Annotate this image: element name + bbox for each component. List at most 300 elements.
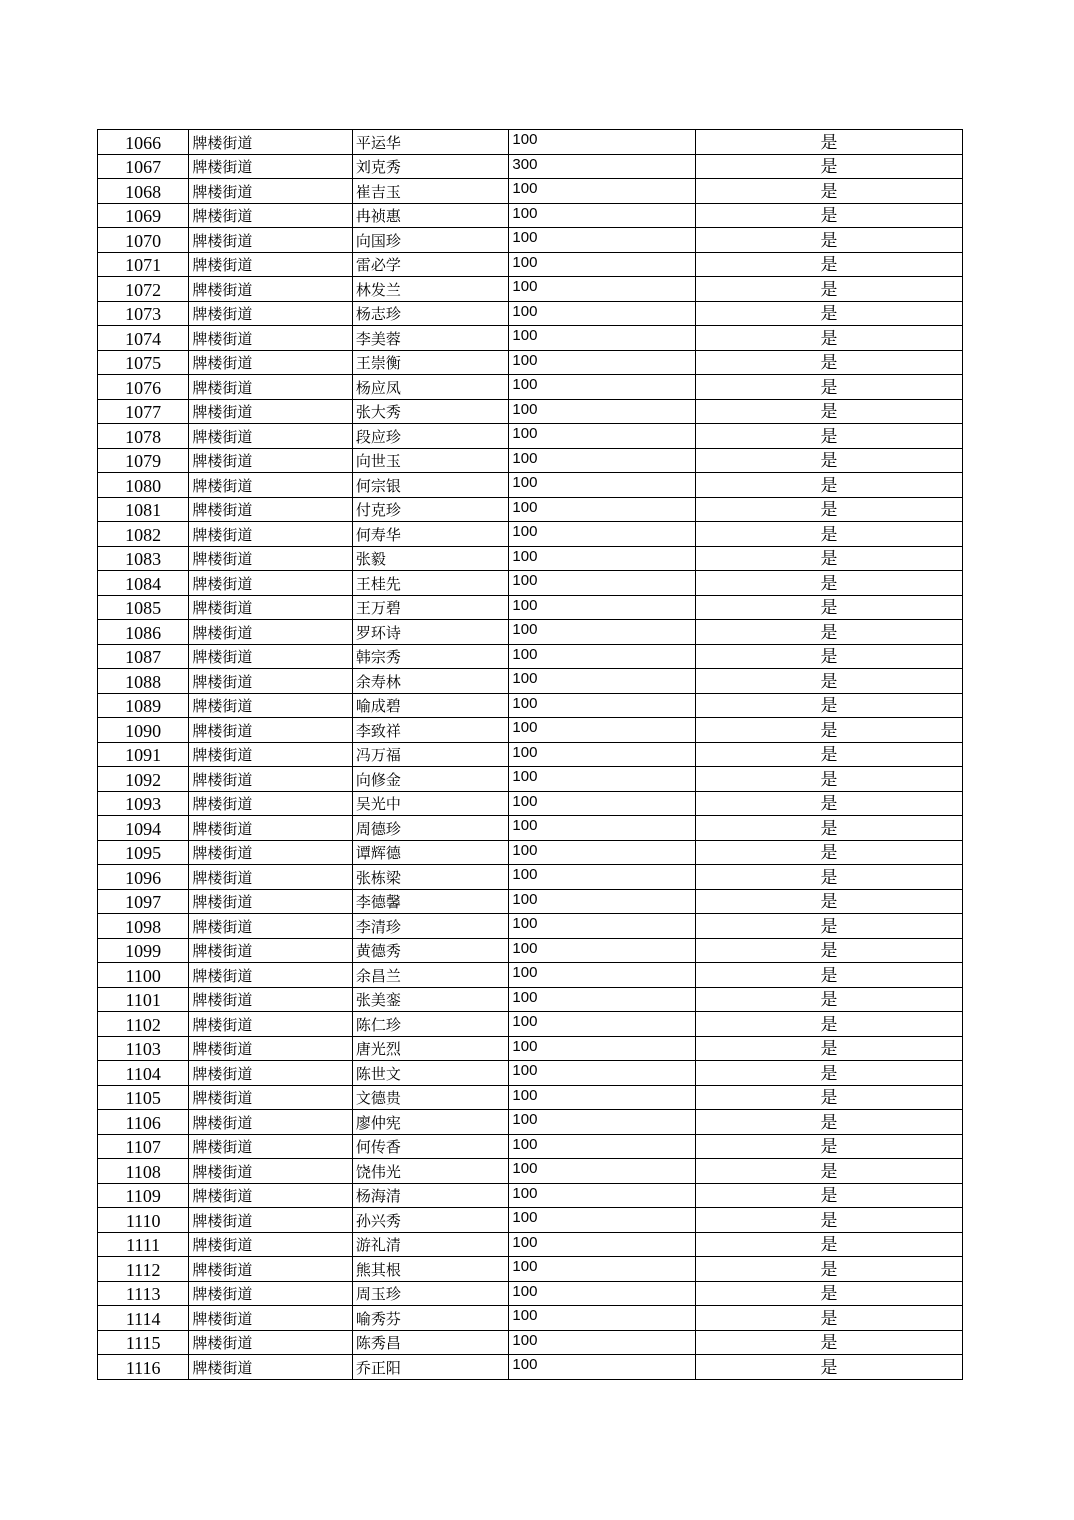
amount-cell: 100 [509,914,696,939]
table-row [98,742,963,767]
table-row [98,767,963,792]
flag-cell: 是 [696,963,963,988]
flag-cell: 是 [696,1159,963,1184]
table-body [98,130,963,1380]
name-cell: 乔正阳 [352,1355,509,1380]
row-number-cell: 1078 [98,424,189,449]
row-number-cell: 1084 [98,571,189,596]
amount-cell: 100 [509,644,696,669]
street-cell: 牌楼街道 [189,301,353,326]
table-row [98,987,963,1012]
table-row [98,301,963,326]
flag-cell: 是 [696,1330,963,1355]
street-cell: 牌楼街道 [189,375,353,400]
table-row [98,473,963,498]
flag-cell: 是 [696,522,963,547]
flag-cell: 是 [696,399,963,424]
street-cell: 牌楼街道 [189,1183,353,1208]
flag-cell: 是 [696,473,963,498]
table-row [98,1257,963,1282]
street-cell: 牌楼街道 [189,1012,353,1037]
flag-cell: 是 [696,1036,963,1061]
row-number-cell: 1067 [98,154,189,179]
table-row [98,1159,963,1184]
name-cell: 喻成碧 [352,693,509,718]
amount-cell: 100 [509,1355,696,1380]
table-row [98,350,963,375]
street-cell: 牌楼街道 [189,546,353,571]
street-cell: 牌楼街道 [189,424,353,449]
name-cell: 何宗银 [352,473,509,498]
name-cell: 游礼清 [352,1232,509,1257]
name-cell: 雷必学 [352,252,509,277]
name-cell: 张毅 [352,546,509,571]
row-number-cell: 1090 [98,718,189,743]
name-cell: 孙兴秀 [352,1208,509,1233]
table-row [98,424,963,449]
table-row [98,448,963,473]
table-row [98,1355,963,1380]
name-cell: 唐光烈 [352,1036,509,1061]
flag-cell: 是 [696,350,963,375]
street-cell: 牌楼街道 [189,644,353,669]
flag-cell: 是 [696,154,963,179]
table-row [98,889,963,914]
name-cell: 王万碧 [352,595,509,620]
table-row [98,252,963,277]
amount-cell: 100 [509,399,696,424]
amount-cell: 100 [509,1281,696,1306]
amount-cell: 100 [509,840,696,865]
flag-cell: 是 [696,252,963,277]
street-cell: 牌楼街道 [189,865,353,890]
table-row [98,840,963,865]
row-number-cell: 1101 [98,987,189,1012]
table-row [98,522,963,547]
amount-cell: 100 [509,375,696,400]
flag-cell: 是 [696,179,963,204]
street-cell: 牌楼街道 [189,571,353,596]
street-cell: 牌楼街道 [189,1110,353,1135]
street-cell: 牌楼街道 [189,399,353,424]
amount-cell: 100 [509,669,696,694]
street-cell: 牌楼街道 [189,522,353,547]
row-number-cell: 1103 [98,1036,189,1061]
flag-cell: 是 [696,301,963,326]
flag-cell: 是 [696,693,963,718]
row-number-cell: 1066 [98,130,189,155]
street-cell: 牌楼街道 [189,669,353,694]
amount-cell: 100 [509,987,696,1012]
table-row [98,791,963,816]
name-cell: 段应珍 [352,424,509,449]
row-number-cell: 1099 [98,938,189,963]
street-cell: 牌楼街道 [189,1232,353,1257]
row-number-cell: 1070 [98,228,189,253]
amount-cell: 300 [509,154,696,179]
table-row [98,326,963,351]
street-cell: 牌楼街道 [189,914,353,939]
row-number-cell: 1074 [98,326,189,351]
table-row [98,718,963,743]
flag-cell: 是 [696,595,963,620]
flag-cell: 是 [696,1355,963,1380]
street-cell: 牌楼街道 [189,473,353,498]
row-number-cell: 1072 [98,277,189,302]
street-cell: 牌楼街道 [189,179,353,204]
amount-cell: 100 [509,130,696,155]
flag-cell: 是 [696,1061,963,1086]
table-row [98,669,963,694]
name-cell: 向国珍 [352,228,509,253]
flag-cell: 是 [696,620,963,645]
flag-cell: 是 [696,1012,963,1037]
table-row [98,1110,963,1135]
row-number-cell: 1111 [98,1232,189,1257]
name-cell: 王桂先 [352,571,509,596]
flag-cell: 是 [696,375,963,400]
flag-cell: 是 [696,1208,963,1233]
name-cell: 张美銮 [352,987,509,1012]
flag-cell: 是 [696,987,963,1012]
row-number-cell: 1098 [98,914,189,939]
table-row [98,693,963,718]
flag-cell: 是 [696,571,963,596]
name-cell: 陈秀昌 [352,1330,509,1355]
row-number-cell: 1069 [98,203,189,228]
amount-cell: 100 [509,620,696,645]
row-number-cell: 1100 [98,963,189,988]
row-number-cell: 1109 [98,1183,189,1208]
table-row [98,228,963,253]
amount-cell: 100 [509,865,696,890]
amount-cell: 100 [509,1306,696,1331]
table-row [98,914,963,939]
street-cell: 牌楼街道 [189,1330,353,1355]
flag-cell: 是 [696,1257,963,1282]
table-row [98,1232,963,1257]
street-cell: 牌楼街道 [189,938,353,963]
name-cell: 平运华 [352,130,509,155]
name-cell: 刘克秀 [352,154,509,179]
street-cell: 牌楼街道 [189,1306,353,1331]
flag-cell: 是 [696,938,963,963]
amount-cell: 100 [509,1061,696,1086]
street-cell: 牌楼街道 [189,1208,353,1233]
amount-cell: 100 [509,816,696,841]
amount-cell: 100 [509,1159,696,1184]
flag-cell: 是 [696,1281,963,1306]
name-cell: 吴光中 [352,791,509,816]
name-cell: 林发兰 [352,277,509,302]
street-cell: 牌楼街道 [189,1281,353,1306]
name-cell: 张栋梁 [352,865,509,890]
amount-cell: 100 [509,350,696,375]
name-cell: 崔吉玉 [352,179,509,204]
flag-cell: 是 [696,669,963,694]
amount-cell: 100 [509,742,696,767]
table-row [98,963,963,988]
name-cell: 杨海清 [352,1183,509,1208]
amount-cell: 100 [509,546,696,571]
street-cell: 牌楼街道 [189,350,353,375]
street-cell: 牌楼街道 [189,620,353,645]
street-cell: 牌楼街道 [189,1355,353,1380]
amount-cell: 100 [509,1085,696,1110]
street-cell: 牌楼街道 [189,326,353,351]
table-row [98,1085,963,1110]
amount-cell: 100 [509,938,696,963]
amount-cell: 100 [509,1183,696,1208]
table-row [98,277,963,302]
table-row [98,620,963,645]
row-number-cell: 1088 [98,669,189,694]
street-cell: 牌楼街道 [189,742,353,767]
amount-cell: 100 [509,1036,696,1061]
table-row [98,154,963,179]
flag-cell: 是 [696,718,963,743]
amount-cell: 100 [509,1208,696,1233]
flag-cell: 是 [696,914,963,939]
street-cell: 牌楼街道 [189,154,353,179]
flag-cell: 是 [696,840,963,865]
flag-cell: 是 [696,448,963,473]
flag-cell: 是 [696,767,963,792]
row-number-cell: 1082 [98,522,189,547]
flag-cell: 是 [696,889,963,914]
row-number-cell: 1102 [98,1012,189,1037]
table-row [98,865,963,890]
row-number-cell: 1077 [98,399,189,424]
amount-cell: 100 [509,203,696,228]
row-number-cell: 1092 [98,767,189,792]
name-cell: 黄德秀 [352,938,509,963]
street-cell: 牌楼街道 [189,840,353,865]
amount-cell: 100 [509,424,696,449]
name-cell: 喻秀芬 [352,1306,509,1331]
table-row [98,203,963,228]
table-row [98,1061,963,1086]
row-number-cell: 1091 [98,742,189,767]
street-cell: 牌楼街道 [189,252,353,277]
name-cell: 周玉珍 [352,1281,509,1306]
flag-cell: 是 [696,130,963,155]
table-row [98,1036,963,1061]
flag-cell: 是 [696,203,963,228]
table-row [98,938,963,963]
table-row [98,399,963,424]
name-cell: 余昌兰 [352,963,509,988]
table-row [98,1330,963,1355]
name-cell: 文德贵 [352,1085,509,1110]
row-number-cell: 1081 [98,497,189,522]
table-row [98,130,963,155]
row-number-cell: 1068 [98,179,189,204]
amount-cell: 100 [509,228,696,253]
amount-cell: 100 [509,522,696,547]
street-cell: 牌楼街道 [189,277,353,302]
flag-cell: 是 [696,816,963,841]
street-cell: 牌楼街道 [189,1085,353,1110]
name-cell: 何传香 [352,1134,509,1159]
row-number-cell: 1079 [98,448,189,473]
row-number-cell: 1076 [98,375,189,400]
street-cell: 牌楼街道 [189,693,353,718]
row-number-cell: 1093 [98,791,189,816]
table-row [98,816,963,841]
row-number-cell: 1095 [98,840,189,865]
street-cell: 牌楼街道 [189,130,353,155]
amount-cell: 100 [509,889,696,914]
row-number-cell: 1096 [98,865,189,890]
name-cell: 韩宗秀 [352,644,509,669]
row-number-cell: 1110 [98,1208,189,1233]
flag-cell: 是 [696,1085,963,1110]
amount-cell: 100 [509,1232,696,1257]
amount-cell: 100 [509,791,696,816]
street-cell: 牌楼街道 [189,595,353,620]
street-cell: 牌楼街道 [189,228,353,253]
street-cell: 牌楼街道 [189,889,353,914]
row-number-cell: 1107 [98,1134,189,1159]
street-cell: 牌楼街道 [189,718,353,743]
amount-cell: 100 [509,1110,696,1135]
row-number-cell: 1080 [98,473,189,498]
amount-cell: 100 [509,693,696,718]
amount-cell: 100 [509,1134,696,1159]
row-number-cell: 1094 [98,816,189,841]
name-cell: 向修金 [352,767,509,792]
row-number-cell: 1105 [98,1085,189,1110]
flag-cell: 是 [696,228,963,253]
name-cell: 陈仁珍 [352,1012,509,1037]
street-cell: 牌楼街道 [189,963,353,988]
data-table [97,129,963,1380]
table-row [98,1012,963,1037]
name-cell: 向世玉 [352,448,509,473]
name-cell: 杨志珍 [352,301,509,326]
row-number-cell: 1113 [98,1281,189,1306]
street-cell: 牌楼街道 [189,497,353,522]
row-number-cell: 1073 [98,301,189,326]
name-cell: 付克珍 [352,497,509,522]
street-cell: 牌楼街道 [189,1036,353,1061]
flag-cell: 是 [696,644,963,669]
flag-cell: 是 [696,497,963,522]
amount-cell: 100 [509,179,696,204]
flag-cell: 是 [696,424,963,449]
amount-cell: 100 [509,767,696,792]
flag-cell: 是 [696,742,963,767]
amount-cell: 100 [509,473,696,498]
street-cell: 牌楼街道 [189,1159,353,1184]
amount-cell: 100 [509,718,696,743]
row-number-cell: 1075 [98,350,189,375]
flag-cell: 是 [696,791,963,816]
name-cell: 罗环诗 [352,620,509,645]
row-number-cell: 1086 [98,620,189,645]
name-cell: 冉祯惠 [352,203,509,228]
table-row [98,1134,963,1159]
name-cell: 熊其根 [352,1257,509,1282]
row-number-cell: 1071 [98,252,189,277]
amount-cell: 100 [509,497,696,522]
amount-cell: 100 [509,1330,696,1355]
street-cell: 牌楼街道 [189,1061,353,1086]
row-number-cell: 1085 [98,595,189,620]
table-row [98,546,963,571]
table-row [98,571,963,596]
row-number-cell: 1114 [98,1306,189,1331]
amount-cell: 100 [509,277,696,302]
street-cell: 牌楼街道 [189,767,353,792]
row-number-cell: 1115 [98,1330,189,1355]
amount-cell: 100 [509,448,696,473]
name-cell: 廖仲宪 [352,1110,509,1135]
flag-cell: 是 [696,1306,963,1331]
amount-cell: 100 [509,1012,696,1037]
street-cell: 牌楼街道 [189,203,353,228]
street-cell: 牌楼街道 [189,987,353,1012]
row-number-cell: 1106 [98,1110,189,1135]
row-number-cell: 1116 [98,1355,189,1380]
flag-cell: 是 [696,1110,963,1135]
row-number-cell: 1108 [98,1159,189,1184]
name-cell: 李清珍 [352,914,509,939]
flag-cell: 是 [696,277,963,302]
amount-cell: 100 [509,252,696,277]
flag-cell: 是 [696,1134,963,1159]
row-number-cell: 1089 [98,693,189,718]
name-cell: 李致祥 [352,718,509,743]
name-cell: 余寿林 [352,669,509,694]
amount-cell: 100 [509,1257,696,1282]
amount-cell: 100 [509,326,696,351]
name-cell: 何寿华 [352,522,509,547]
row-number-cell: 1112 [98,1257,189,1282]
street-cell: 牌楼街道 [189,1134,353,1159]
amount-cell: 100 [509,571,696,596]
table-row [98,1183,963,1208]
flag-cell: 是 [696,1232,963,1257]
name-cell: 杨应凤 [352,375,509,400]
flag-cell: 是 [696,1183,963,1208]
name-cell: 王崇衡 [352,350,509,375]
amount-cell: 100 [509,595,696,620]
table-row [98,375,963,400]
street-cell: 牌楼街道 [189,448,353,473]
flag-cell: 是 [696,326,963,351]
name-cell: 陈世文 [352,1061,509,1086]
amount-cell: 100 [509,963,696,988]
street-cell: 牌楼街道 [189,791,353,816]
table-row [98,179,963,204]
amount-cell: 100 [509,301,696,326]
table-row [98,644,963,669]
row-number-cell: 1104 [98,1061,189,1086]
street-cell: 牌楼街道 [189,1257,353,1282]
name-cell: 谭辉德 [352,840,509,865]
row-number-cell: 1097 [98,889,189,914]
table-row [98,1306,963,1331]
table-row [98,1281,963,1306]
name-cell: 冯万福 [352,742,509,767]
row-number-cell: 1087 [98,644,189,669]
name-cell: 李美蓉 [352,326,509,351]
name-cell: 李德馨 [352,889,509,914]
flag-cell: 是 [696,546,963,571]
table-row [98,595,963,620]
